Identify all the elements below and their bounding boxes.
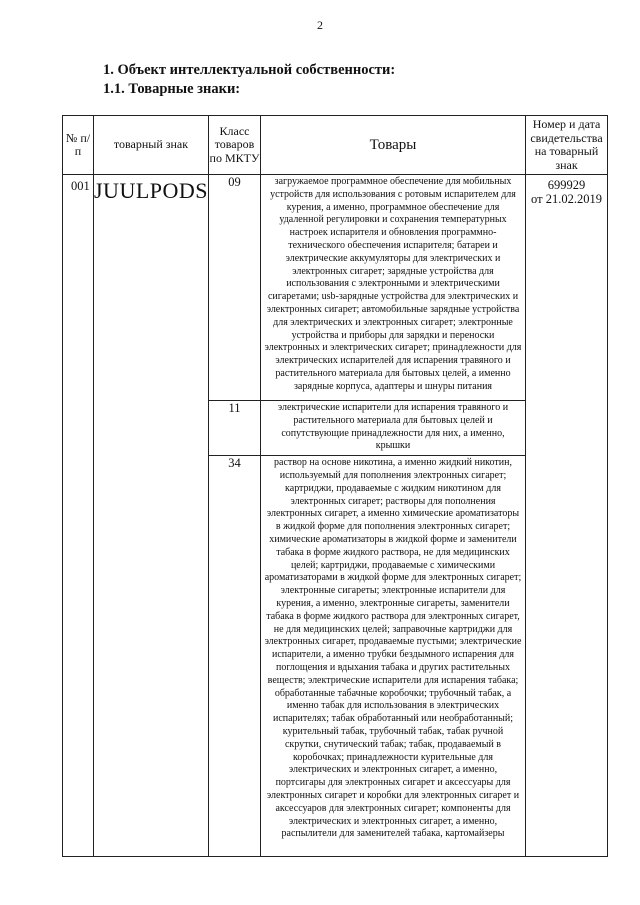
goods-class-09: [261, 175, 526, 401]
table-header-row: [63, 116, 608, 175]
registration-number: 699929: [547, 178, 586, 192]
goods-class-11: [261, 401, 526, 456]
subsection-heading: 1.1. Товарные знаки:: [103, 81, 241, 97]
goods-text: раствор на основе никотина, а именно жидкий никотин, используемый для пополнения электронных сигарет; картриджи, продаваемые с жидким никотином для электронных сигарет; растворы для пополнения электронных сигарет, а именно химические ароматизаторы в жидкой форме для пополнения электронных сигарет; химические ароматизаторы в жидкой форме и заменители табака в форме жидкого раствора, не для медицинских целей; картриджи, продаваемые с химическими ароматизаторами в жидкой форме для электронных сигарет; электронные сигареты; электронные испарители для курения, а именно, электронные сигареты, заменители табака в форме жидкого раствора для электронных сигарет, не для медицинских целей; заправочные картриджи для электронных сигарет, продаваемые пустыми; электрические испарители, а именно трубки бездымного испарения для поглощения и вдыхания табака и других растительных веществ; электрические испарители для испарения табака; обработанные табачные коробочки; трубочный табак, а именно табак для использования в электрических испарителях; табак обработанный или необработанный; курительный табак, трубочный табак, табак ручной скрутки, снутический табак; табак, продаваемый в коробочках; принадлежности курительные для электрических и электронных сигарет, а именно, портсигары для электронных сигарет и аксессуары для электронных сигарет и коробки для электронных сигарет и аксессуаров для электронных сигарет; компоненты для электрических и электронных сигарет, а именно, распылители для заменителей табака, картомайзеры: [264, 457, 522, 840]
registration-cell: [526, 175, 608, 857]
goods-text: электрические испарители для испарения травяного и растительного материала для бытовых целей и сопутствующие принадлежности для них, а именно, крышки: [277, 402, 509, 452]
trademark-logo: JUULPODS: [94, 178, 209, 203]
header-reg: Номер и дата свидетельства на товарный знак: [526, 116, 608, 175]
class-09: 09: [209, 175, 261, 401]
class-34: 34: [209, 456, 261, 857]
header-num: № п/п: [63, 116, 94, 175]
entry-number: 001: [63, 175, 94, 857]
class-11: 11: [209, 401, 261, 456]
header-class: Класс товаров по МКТУ: [209, 116, 261, 175]
goods-class-34: [261, 456, 526, 857]
registration-date: от 21.02.2019: [531, 192, 602, 206]
goods-text: загружаемое программное обеспечение для мобильных устройств для использования с ротовым испарителем для курения, а именно, программное обеспечение для удаленной регулировки и сохранения температурных настроек испарителя и обновления программно-технического обеспечения испарителя; батареи и электрические аккумуляторы для электрических и электронных сигарет; зарядные устройства для использования с электронными и электрическими сигаретами; usb-зарядные устройства для электрических и электронных сигарет; автомобильные зарядные устройства для электрических и электронных сигарет; электронные устройства и приборы для зарядки и переноски электронных и электрических сигарет; принадлежности для электрических испарителей для испарения травяного и растительного материала для бытовых целей, а именно зарядные корпуса, адаптеры и шнуры питания: [264, 176, 522, 392]
section-heading: 1. Объект интеллектуальной собственности:: [103, 62, 396, 78]
header-goods: Товары: [261, 116, 526, 175]
table-row: [63, 175, 608, 401]
trademark-table: [62, 115, 608, 857]
header-mark: товарный знак: [94, 116, 209, 175]
trademark-cell: [94, 175, 209, 857]
page-number: 2: [317, 18, 323, 32]
